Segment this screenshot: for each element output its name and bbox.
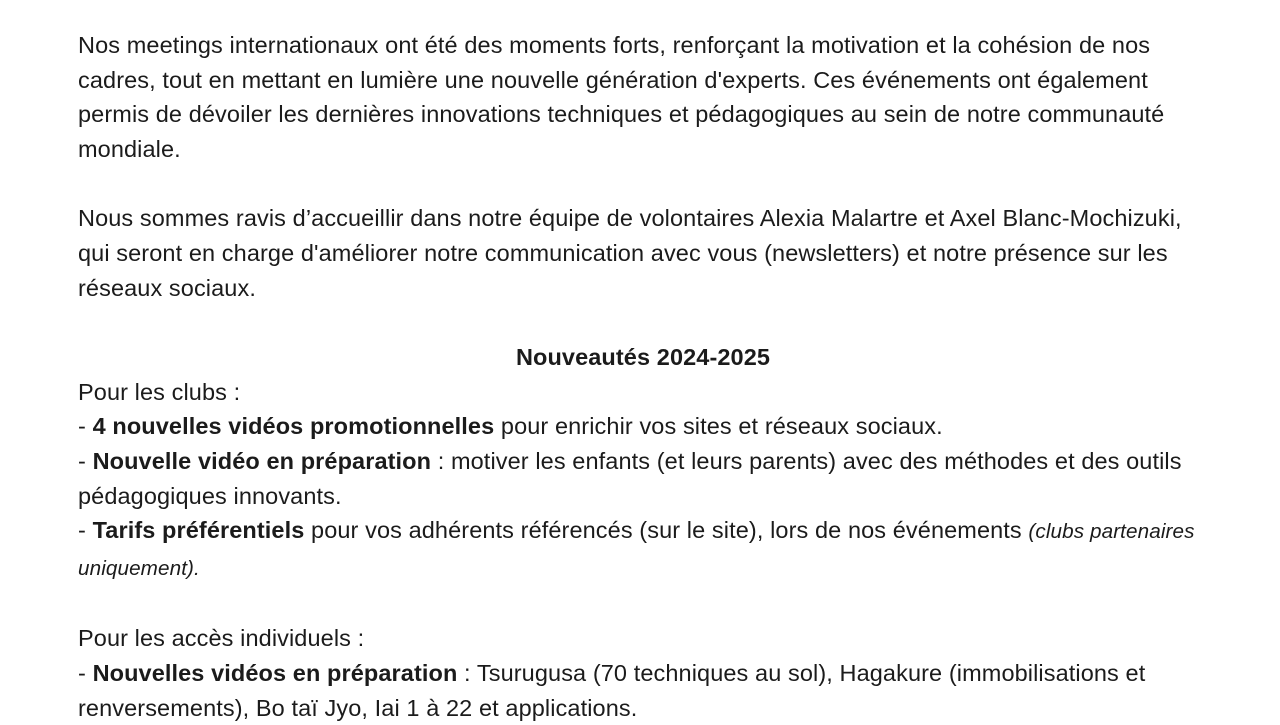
text-run: pour vos adhérents référencés (sur le site), lors de nos événements: [304, 517, 1029, 544]
bold-text-run: 4 nouvelles vidéos promotionnelles: [92, 413, 495, 440]
bold-text-run: Tarifs préférentiels: [92, 517, 305, 544]
intro-paragraph: [78, 28, 1208, 166]
clubs-bullet-new-video: [78, 444, 1208, 513]
clubs-bullet-promo-videos: [78, 409, 1208, 444]
bold-text-run: Nouvelles vidéos en préparation: [92, 659, 458, 686]
italic-text-run: (clubs partenaires uniquement).: [78, 520, 1195, 580]
bold-text-run: Nouvelle vidéo en préparation: [92, 447, 432, 474]
clubs-section-label: [78, 375, 1208, 410]
clubs-bullet-tarifs: [78, 513, 1208, 586]
text-run: -: [78, 659, 93, 686]
text-run: Pour les accès individuels :: [78, 625, 365, 652]
volunteers-paragraph: [78, 201, 1208, 305]
news-heading: [78, 340, 1208, 375]
bold-text-run: Nouveautés 2024-2025: [515, 344, 771, 371]
text-run: Pour les clubs :: [78, 378, 241, 405]
text-run: -: [78, 447, 93, 474]
text-run: pour enrichir vos sites et réseaux sociaux.: [494, 413, 943, 440]
text-run: -: [78, 517, 93, 544]
text-run: : Tsurugusa (70 techniques au sol), Hagakure (immobilisations et renversements), Bo taï Jyo, Iai 1 à 22 et applications.: [78, 659, 1146, 721]
text-run: Nous sommes ravis d’accueillir dans notre équipe de volontaires Alexia Malartre et Axel Blanc-Mochizuki, qui seront en charge d'améliorer notre communication avec vous (newsletters) et notre présence sur les réseaux sociaux.: [78, 205, 1182, 301]
text-run: : motiver les enfants (et leurs parents) avec des méthodes et des outils pédagogiques innovants.: [78, 447, 1182, 509]
individual-bullet-new-videos: [78, 656, 1208, 725]
individual-section-label: [78, 621, 1208, 656]
text-run: Nos meetings internationaux ont été des moments forts, renforçant la motivation et la cohésion de nos cadres, tout en mettant en lumière une nouvelle génération d'experts. Ces événements ont également permis de dévoiler les dernières innovations techniques et pédagogiques au sein de notre communauté mondiale.: [78, 32, 1165, 162]
text-run: -: [78, 413, 93, 440]
